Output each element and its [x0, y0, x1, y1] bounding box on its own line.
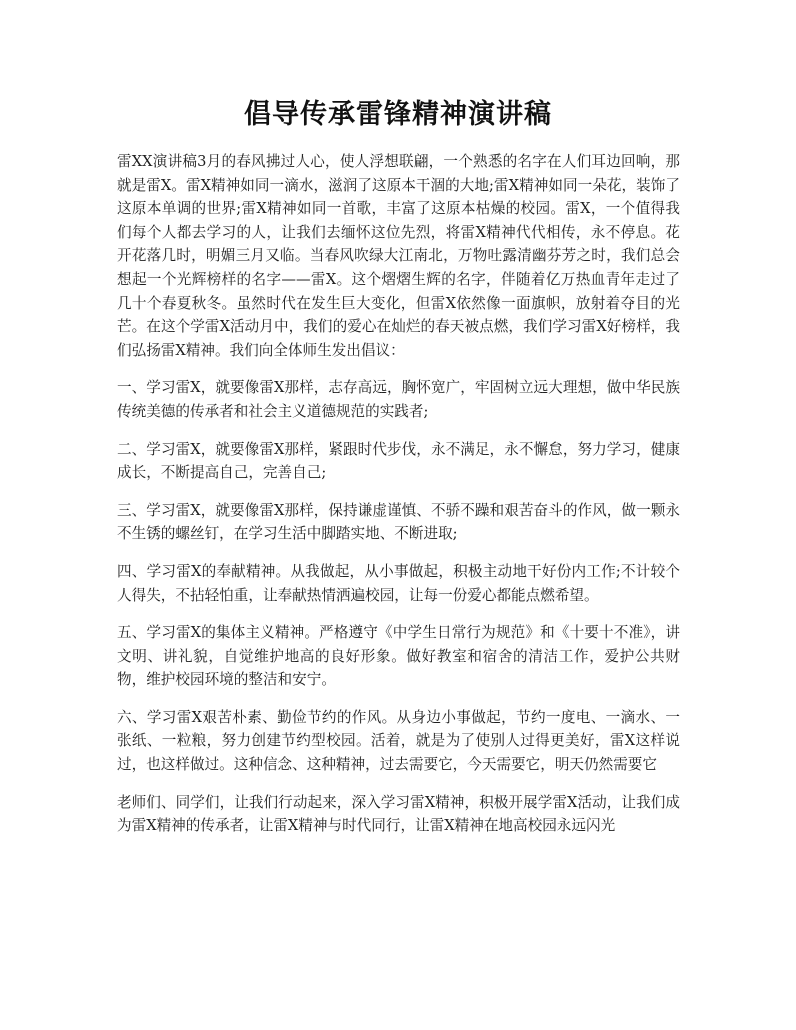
proposal-item-5: 五、学习雷X的集体主义精神。严格遵守《中学生日常行为规范》和《十要十不准》，讲文明、讲礼貌，自觉维护地高的良好形象。做好教室和宿舍的清洁工作，爱护公共财物，维护校园环境的整洁和安宁。 — [117, 624, 680, 689]
intro-paragraph: 雷XX演讲稿3月的春风拂过人心，使人浮想联翩，一个熟悉的名字在人们耳边回响，那就是雷X。雷X精神如同一滴水，滋润了这原本干涸的大地;雷X精神如同一朵花，装饰了这原本单调的世界;雷X精神如同一首歌，丰富了这原本枯燥的校园。雷X，一个值得我们每个人都去学习的人，让我们去缅怀这位先烈，将雷X精神代代相传，永不停息。花开花落几时，明媚三月又临。当春风吹绿大江南北，万物吐露清幽芬芳之时，我们总会想起一个光辉榜样的名字——雷X。这个熠熠生辉的名字，伴随着亿万热血青年走过了几十个春夏秋冬。虽然时代在发生巨大变化，但雷X依然像一面旗帜，放射着夺目的光芒。在这个学雷X活动月中，我们的爱心在灿烂的春天被点燃，我们学习雷X好榜样，我们弘扬雷X精神。我们向全体师生发出倡议： — [117, 153, 680, 359]
document-body — [117, 150, 680, 852]
proposal-item-3: 三、学习雷X，就要像雷X那样，保持谦虚谨慎、不骄不躁和艰苦奋斗的作风，做一颗永不生锈的螺丝钉，在学习生活中脚踏实地、不断进取; — [117, 501, 680, 543]
proposal-item-2: 二、学习雷X，就要像雷X那样，紧跟时代步伐，永不满足，永不懈怠，努力学习，健康成长，不断提高自己，完善自己; — [117, 440, 680, 482]
closing-paragraph: 老师们、同学们，让我们行动起来，深入学习雷X精神，积极开展学雷X活动，让我们成为雷X精神的传承者，让雷X精神与时代同行，让雷X精神在地高校园永远闪光 — [117, 793, 680, 835]
proposal-item-1: 一、学习雷X，就要像雷X那样，志存高远，胸怀宽广，牢固树立远大理想，做中华民族传统美德的传承者和社会主义道德规范的实践者; — [117, 379, 680, 420]
proposal-item-6: 六、学习雷X艰苦朴素、勤俭节约的作风。从身边小事做起，节约一度电、一滴水、一张纸、一粒粮，努力创建节约型校园。活着，就是为了使别人过得更美好，雷X这样说过，也这样做过。这种信念、这种精神，过去需要它，今天需要它，明天仍然需要它 — [117, 708, 680, 774]
proposal-item-4: 四、学习雷X的奉献精神。从我做起，从小事做起，积极主动地干好份内工作;不计较个人得失，不拈轻怕重，让奉献热情洒遍校园，让每一份爱心都能点燃希望。 — [117, 562, 680, 604]
page-title: 倡导传承雷锋精神演讲稿 — [244, 99, 552, 130]
